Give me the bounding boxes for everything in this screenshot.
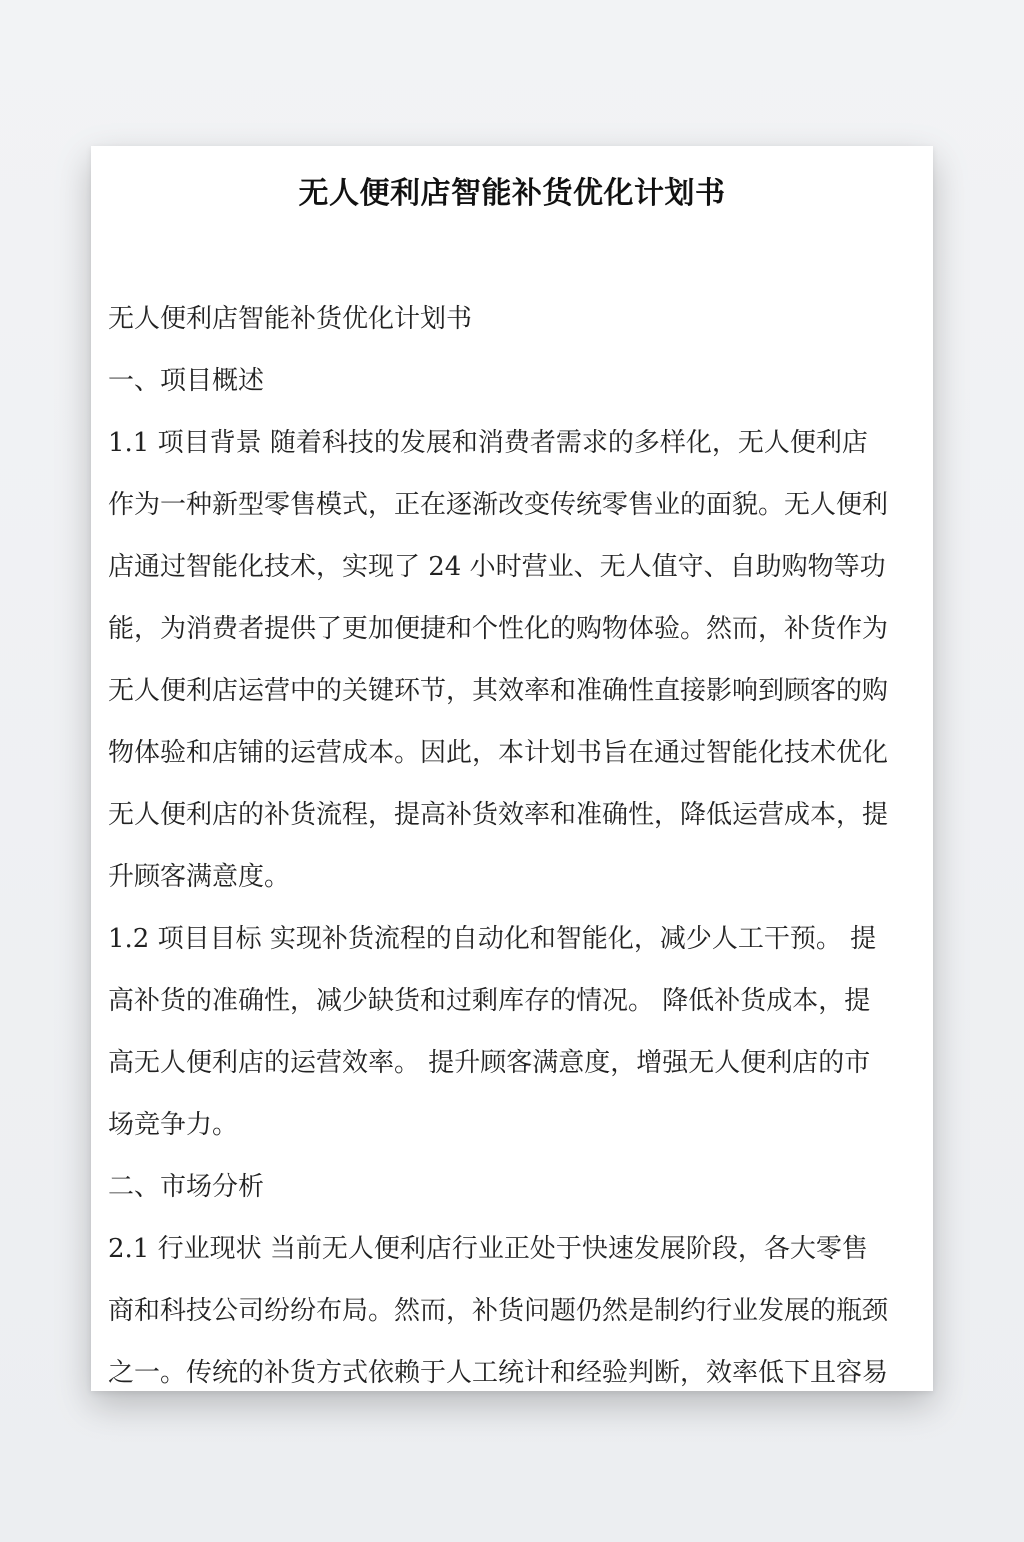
- body-line: 能，为消费者提供了更加便捷和个性化的购物体验。然而，补货作为: [108, 614, 889, 644]
- body-line: 高补货的准确性，减少缺货和过剩库存的情况。 降低补货成本，提: [108, 986, 871, 1016]
- section-heading: 二、市场分析: [108, 1172, 265, 1202]
- body-line: 1.2 项目目标 实现补货流程的自动化和智能化，减少人工干预。 提: [108, 924, 877, 954]
- body-line: 场竞争力。: [108, 1110, 239, 1140]
- body-line: 之一。传统的补货方式依赖于人工统计和经验判断，效率低下且容易: [108, 1358, 889, 1388]
- body-line: 无人便利店运营中的关键环节，其效率和准确性直接影响到顾客的购: [108, 676, 889, 706]
- document-body: [108, 288, 933, 1391]
- document-page: [91, 146, 933, 1391]
- body-line: 物体验和店铺的运营成本。因此，本计划书旨在通过智能化技术优化: [108, 738, 889, 768]
- body-line: 升顾客满意度。: [108, 862, 291, 892]
- body-line: 无人便利店的补货流程，提高补货效率和准确性，降低运营成本，提: [108, 800, 889, 830]
- body-line: 商和科技公司纷纷布局。然而，补货问题仍然是制约行业发展的瓶颈: [108, 1296, 889, 1326]
- body-line: 店通过智能化技术，实现了 24 小时营业、无人值守、自助购物等功: [108, 552, 886, 582]
- body-line: 2.1 行业现状 当前无人便利店行业正处于快速发展阶段，各大零售: [108, 1234, 868, 1264]
- body-line: 作为一种新型零售模式，正在逐渐改变传统零售业的面貌。无人便利: [108, 490, 889, 520]
- body-line: 无人便利店智能补货优化计划书: [108, 304, 473, 334]
- body-line: 1.1 项目背景 随着科技的发展和消费者需求的多样化，无人便利店: [108, 428, 868, 458]
- document-title: 无人便利店智能补货优化计划书: [298, 176, 726, 211]
- section-heading: 一、项目概述: [108, 366, 265, 396]
- body-line: 高无人便利店的运营效率。 提升顾客满意度，增强无人便利店的市: [108, 1048, 871, 1078]
